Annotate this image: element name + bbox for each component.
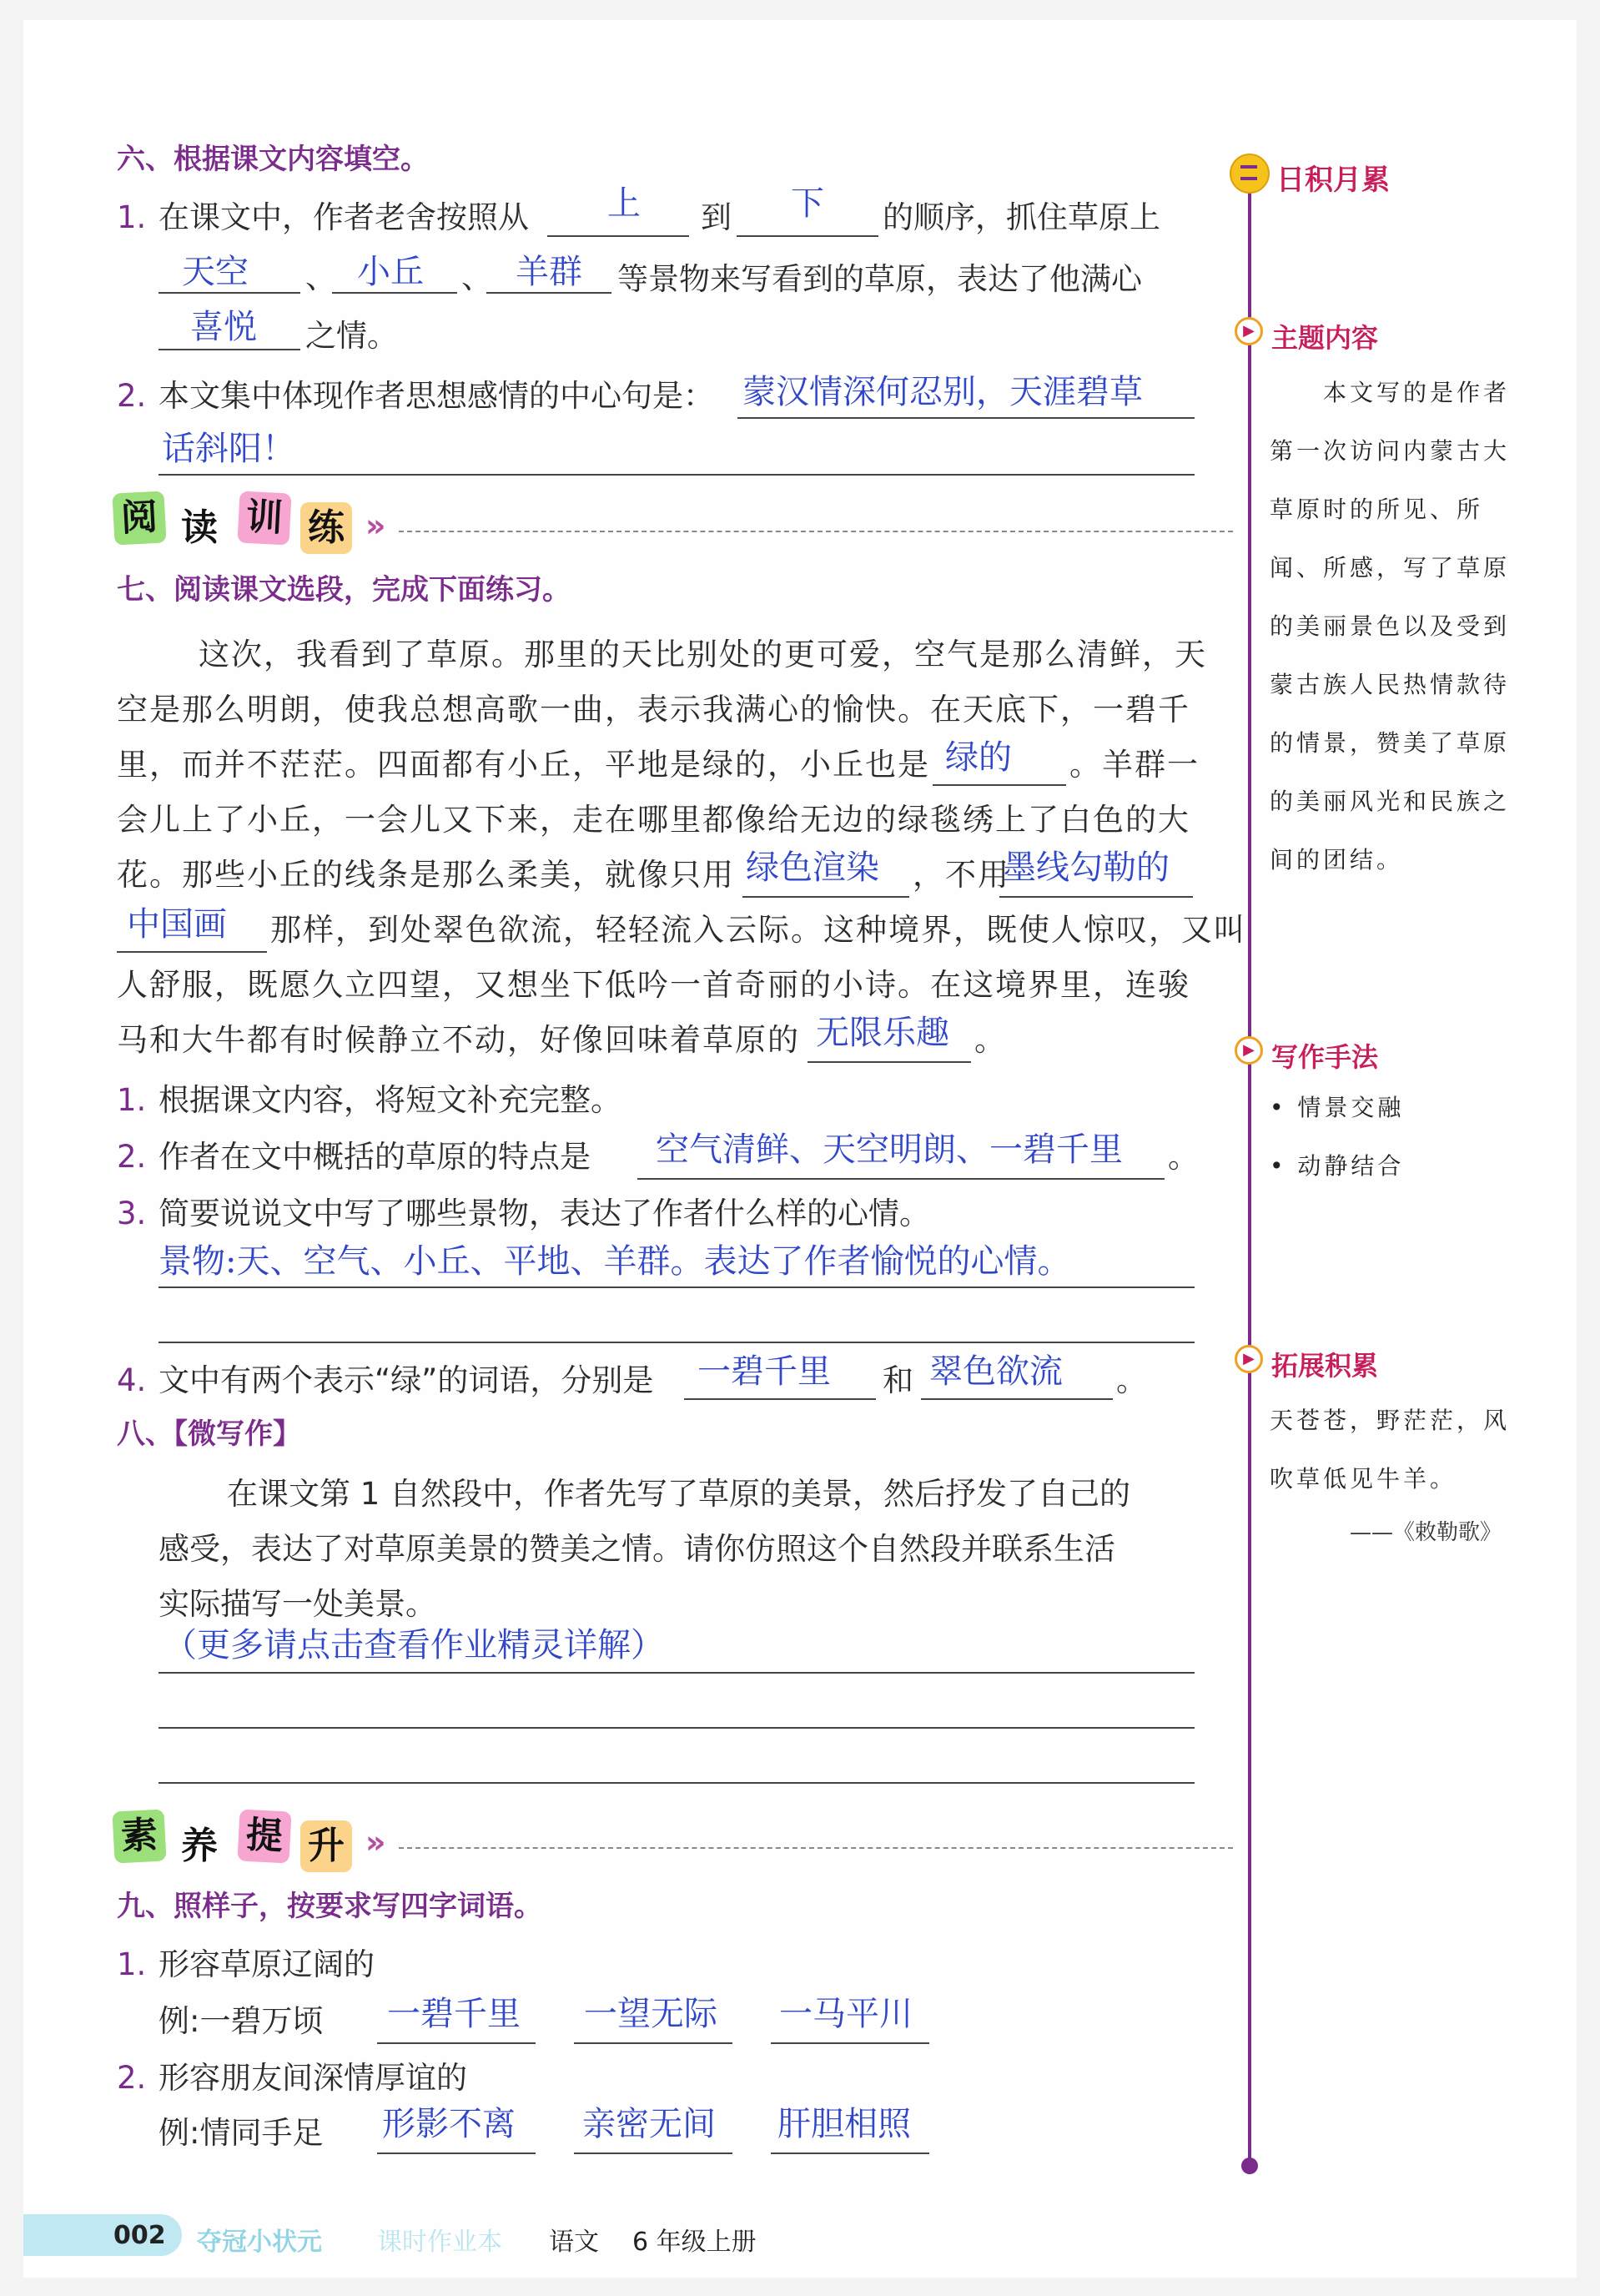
dashed-divider: [399, 1847, 1233, 1849]
passage-line: 人舒服，既愿久立四望，又想坐下低吟一首奇丽的小诗。在这境界里，连骏: [117, 967, 1190, 1003]
bank-icon: [1230, 154, 1270, 194]
theme-text: 本文写的是作者第一次访问内蒙古大草原时的所见、所闻、所感，写了草原的美丽景色以及受到蒙古族人民热情款待的情景，赞美了草原的美丽风光和民族之间的团结。: [1270, 379, 1511, 874]
q7-4-text: 文中有两个表示“绿”的词语，分别是: [158, 1362, 654, 1398]
blank-line: [684, 1398, 876, 1400]
banner-char: 升: [300, 1820, 352, 1872]
q9-2-text: 形容朋友间深情厚谊的: [158, 2060, 467, 2096]
play-icon: ▶: [1235, 1345, 1263, 1373]
subject: 语文: [549, 2228, 599, 2257]
blank-line: [377, 2042, 536, 2044]
blank-line: [158, 292, 300, 294]
blank-line: [771, 2152, 929, 2154]
section-8-line: 在课文第 1 自然段中，作者先写了草原的美景，然后抒发了自己的: [227, 1476, 1131, 1512]
separator: 、: [305, 259, 336, 295]
passage-line: 空是那么明朗，使我总想高歌一曲，表示我满心的愉快。在天底下，一碧千: [117, 692, 1190, 728]
q7-4-number: 4.: [117, 1362, 147, 1398]
q6-1-text-e: 之情。: [305, 318, 398, 354]
answer-tiankong: 天空: [182, 253, 249, 291]
answer-moxian-goule: 墨线勾勒的: [1003, 848, 1170, 887]
blank-line: [158, 1782, 1195, 1784]
blank-line: [158, 349, 300, 350]
banner-char: 练: [300, 502, 352, 554]
page-footer: [23, 2214, 1577, 2264]
passage-line: 。: [974, 1022, 1005, 1058]
passage-line: 那样，到处翠色欲流，轻轻流入云际。这种境界，既使人惊叹，又叫: [270, 912, 1246, 948]
section-8-heading: 八、【微写作】: [117, 1417, 301, 1451]
q7-1-number: 1.: [117, 1082, 147, 1118]
blank-line: [158, 1342, 1195, 1343]
passage-line: 会儿上了小丘，一会儿又下来，走在哪里都像给无边的绿毯绣上了白色的大: [117, 802, 1190, 838]
blank-line: [771, 2042, 929, 2044]
method-title: 写作手法: [1271, 1041, 1379, 1073]
blank-line: [486, 292, 611, 294]
q6-1-text-a: 在课文中，作者老舍按照从: [158, 199, 529, 235]
banner-char: 养: [174, 1820, 225, 1872]
blank-line: [808, 1061, 971, 1063]
extend-title: 拓展积累: [1271, 1350, 1379, 1382]
blank-line: [158, 474, 1195, 476]
extend-text: 天苍苍，野茫茫，风吹草低见牛羊。: [1270, 1407, 1511, 1493]
answer-yangqun: 羊群: [516, 253, 582, 291]
q6-1-text-b: 到: [701, 199, 732, 235]
method-item: • 动静结合: [1270, 1152, 1405, 1180]
blank-line: [737, 235, 878, 237]
brand-name: 夺冠小状元: [197, 2228, 322, 2257]
q7-3-text: 简要说说文中写了哪些景物，表达了作者什么样的心情。: [158, 1196, 930, 1231]
q6-1-text-c: 的顺序，抓住草原上: [883, 199, 1160, 235]
section-6-heading: 六、根据课文内容填空。: [117, 143, 429, 176]
q9-2-example: 例:情同手足: [158, 2115, 324, 2151]
answer-xiaoqiu: 小丘: [357, 253, 424, 291]
period: 。: [1116, 1362, 1147, 1398]
blank-line: [158, 1672, 1195, 1674]
chevron-right-icon: »: [365, 507, 386, 544]
blank-line: [377, 2152, 536, 2154]
section-8-line: 实际描写一处美景。: [158, 1586, 436, 1622]
method-item: • 情景交融: [1270, 1094, 1405, 1121]
timeline-end-dot: [1241, 2158, 1258, 2174]
blank-line: [574, 2152, 732, 2154]
play-icon: ▶: [1235, 1036, 1263, 1065]
q7-1-text: 根据课文内容，将短文补充完整。: [158, 1082, 621, 1118]
q9-2-number: 2.: [117, 2060, 147, 2096]
play-icon: ▶: [1235, 317, 1263, 345]
banner-char: 阅: [112, 491, 166, 545]
answer-yibi-qianli: 一碧千里: [697, 1352, 831, 1391]
blank-line: [999, 896, 1193, 898]
workbook-page: [23, 20, 1577, 2278]
banner-char: 提: [237, 1809, 291, 1863]
answer-xiyue: 喜悦: [190, 308, 257, 346]
section-8-line: 感受，表达了对草原美景的赞美之情。请你仿照这个自然段并联系生活: [158, 1531, 1115, 1567]
q9-1-text: 形容草原辽阔的: [158, 1946, 375, 1982]
blank-line: [737, 417, 1195, 419]
blank-line: [117, 951, 267, 953]
page-number: 002: [113, 2221, 166, 2250]
passage-line: 。羊群一: [1069, 747, 1200, 783]
answer-word: 一碧千里: [387, 1995, 521, 2033]
blank-line: [547, 235, 689, 237]
answer-word: 形影不离: [382, 2105, 516, 2143]
blank-line: [921, 1398, 1113, 1400]
extend-source: ——《敕勒歌》: [1350, 1520, 1502, 1545]
dashed-divider: [399, 531, 1233, 532]
answer-more-link[interactable]: （更多请点击查看作业精灵详解）: [164, 1626, 664, 1664]
q6-1-text-d: 等景物来写看到的草原，表达了他满心: [617, 261, 1142, 297]
passage-line: ，不用: [913, 857, 1010, 893]
blank-line: [158, 1286, 1195, 1288]
blank-line: [574, 2042, 732, 2044]
q7-3-number: 3.: [117, 1196, 147, 1231]
section-9-heading: 九、照样子，按要求写四字词语。: [117, 1890, 542, 1923]
passage-line: 花。那些小丘的线条是那么柔美，就像只用: [117, 857, 735, 893]
blank-line: [332, 292, 457, 294]
passage-line: 马和大牛都有时候静立不动，好像回味着草原的: [117, 1022, 800, 1058]
answer-cuise-yuliu: 翠色欲流: [929, 1352, 1063, 1391]
q7-4-and: 和: [883, 1362, 913, 1398]
theme-title: 主题内容: [1271, 322, 1379, 354]
banner-char: 素: [112, 1809, 166, 1863]
passage-line: 里，而并不茫茫。四面都有小丘，平地是绿的，小丘也是: [117, 747, 930, 783]
blank-line: [637, 1178, 1165, 1180]
blank-line: [933, 784, 1066, 786]
answer-features: 空气清鲜、天空明朗、一碧千里: [656, 1130, 1123, 1169]
period: 。: [1168, 1139, 1199, 1175]
section-7-heading: 七、阅读课文选段，完成下面练习。: [117, 573, 571, 607]
answer-scenery-mood: 景物:天、空气、小丘、平地、羊群。表达了作者愉悦的心情。: [158, 1242, 1071, 1281]
answer-zhongguohua: 中国画: [127, 905, 227, 944]
passage-line: 这次，我看到了草原。那里的天比别处的更可爱，空气是那么清鲜，天: [199, 637, 1207, 672]
banner-char: 训: [237, 491, 291, 545]
answer-center-sentence-b: 话斜阳！: [162, 430, 295, 468]
q6-2-number: 2.: [117, 378, 147, 414]
answer-word: 亲密无间: [582, 2105, 716, 2143]
answer-xia: 下: [791, 184, 824, 223]
sidebar-timeline: [1248, 179, 1251, 2164]
grade: 6 年级上册: [632, 2228, 757, 2257]
separator: 、: [461, 259, 492, 295]
answer-word: 一马平川: [779, 1995, 913, 2033]
q6-2-text: 本文集中体现作者思想感情的中心句是：: [158, 378, 714, 414]
q6-1-number: 1.: [117, 199, 147, 235]
blank-line: [158, 1727, 1195, 1729]
blank-line: [742, 896, 909, 898]
q9-1-number: 1.: [117, 1946, 147, 1982]
q7-2-text: 作者在文中概括的草原的特点是: [158, 1139, 591, 1175]
answer-lvse-xuanran: 绿色渲染: [746, 848, 879, 887]
answer-center-sentence-a: 蒙汉情深何忍别，天涯碧草: [742, 373, 1143, 411]
answer-word: 肝胆相照: [777, 2105, 911, 2143]
chevron-right-icon: »: [365, 1824, 386, 1860]
series-name: 课时作业本: [377, 2228, 502, 2257]
answer-lvde: 绿的: [945, 738, 1012, 777]
banner-char: 读: [174, 502, 225, 554]
sidebar-title: 日积月累: [1276, 164, 1390, 197]
answer-wuxian-lequ: 无限乐趣: [816, 1014, 949, 1052]
q7-2-number: 2.: [117, 1139, 147, 1175]
answer-word: 一望无际: [584, 1995, 717, 2033]
answer-shang: 上: [607, 184, 641, 223]
q9-1-example: 例:一碧万顷: [158, 2003, 324, 2039]
